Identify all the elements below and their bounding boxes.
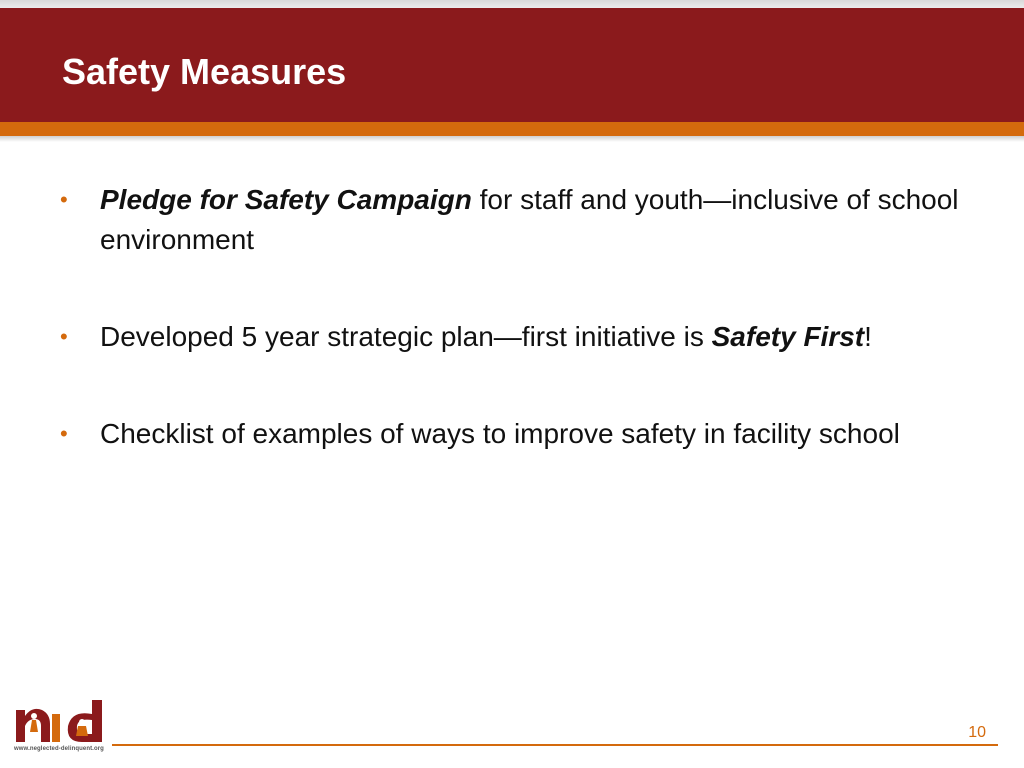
bullet-item: [60, 317, 980, 357]
bullet-emphasis: Pledge for Safety Campaign: [100, 184, 472, 215]
bullet-text: Checklist of examples of ways to improve safety in facility school: [100, 418, 900, 449]
bullet-emphasis: Safety First: [711, 321, 865, 352]
title-band: [0, 8, 1024, 122]
bullet-text: Developed 5 year strategic plan—first initiative is: [100, 321, 712, 352]
top-shadow-strip: [0, 0, 1024, 8]
bullet-dot-icon: •: [60, 421, 68, 446]
bullet-list: [60, 180, 980, 454]
bullet-dot-icon: •: [60, 187, 68, 212]
bullet-dot-icon: •: [60, 324, 68, 349]
bullet-item: [60, 180, 980, 260]
bullet-text: for staff and youth—inclusive of school environment: [100, 184, 959, 255]
bullet-text-suffix: !: [864, 321, 872, 352]
accent-shadow: [0, 136, 1024, 142]
bullet-item: [60, 414, 980, 454]
page-number: 10: [968, 724, 986, 741]
accent-bar: [0, 122, 1024, 136]
logo-url-text: www.neglected-delinquent.org: [14, 746, 104, 752]
footer-rule: [112, 744, 998, 746]
slide-title: Safety Measures: [62, 51, 347, 92]
